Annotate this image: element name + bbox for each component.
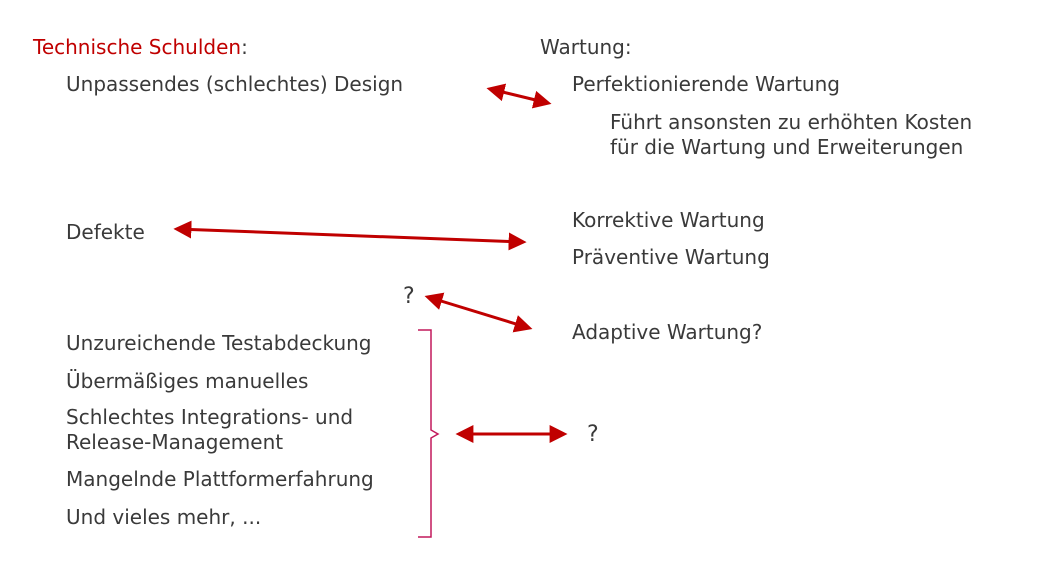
debt-item-test-coverage: Unzureichende Testabdeckung (66, 331, 372, 355)
maintenance-item-preventive: Präventive Wartung (572, 245, 770, 269)
debt-item-design: Unpassendes (schlechtes) Design (66, 72, 404, 96)
debt-item-manual: Übermäßiges manuelles (66, 369, 309, 393)
perfective-note-line1: Führt ansonsten zu erhöhten Kosten (610, 110, 973, 134)
right-bracket (418, 330, 438, 537)
unknown-marker-middle: ? (403, 284, 415, 309)
perfective-note-line2: für die Wartung und Erweiterungen (610, 135, 964, 159)
technical-debt-colon: : (241, 35, 248, 59)
arrow-design-to-perfective (490, 89, 548, 103)
maintenance-item-perfective: Perfektionierende Wartung (572, 72, 840, 96)
maintenance-item-corrective: Korrektive Wartung (572, 208, 765, 232)
debt-item-integration-line2: Release-Management (66, 430, 284, 454)
arrow-unknown-to-adaptive (428, 297, 529, 328)
debt-item-defects: Defekte (66, 220, 145, 244)
debt-item-platform: Mangelnde Plattformerfahrung (66, 467, 374, 491)
maintenance-item-adaptive: Adaptive Wartung? (572, 320, 763, 344)
debt-item-more: Und vieles mehr, ... (66, 505, 262, 529)
technical-debt-title: Technische Schulden (33, 35, 242, 59)
maintenance-heading: Wartung: (540, 35, 632, 59)
unknown-marker-bracket-target: ? (587, 422, 599, 447)
debt-item-integration-line1: Schlechtes Integrations- und (66, 405, 354, 429)
arrow-defects-to-corrective (177, 229, 523, 242)
